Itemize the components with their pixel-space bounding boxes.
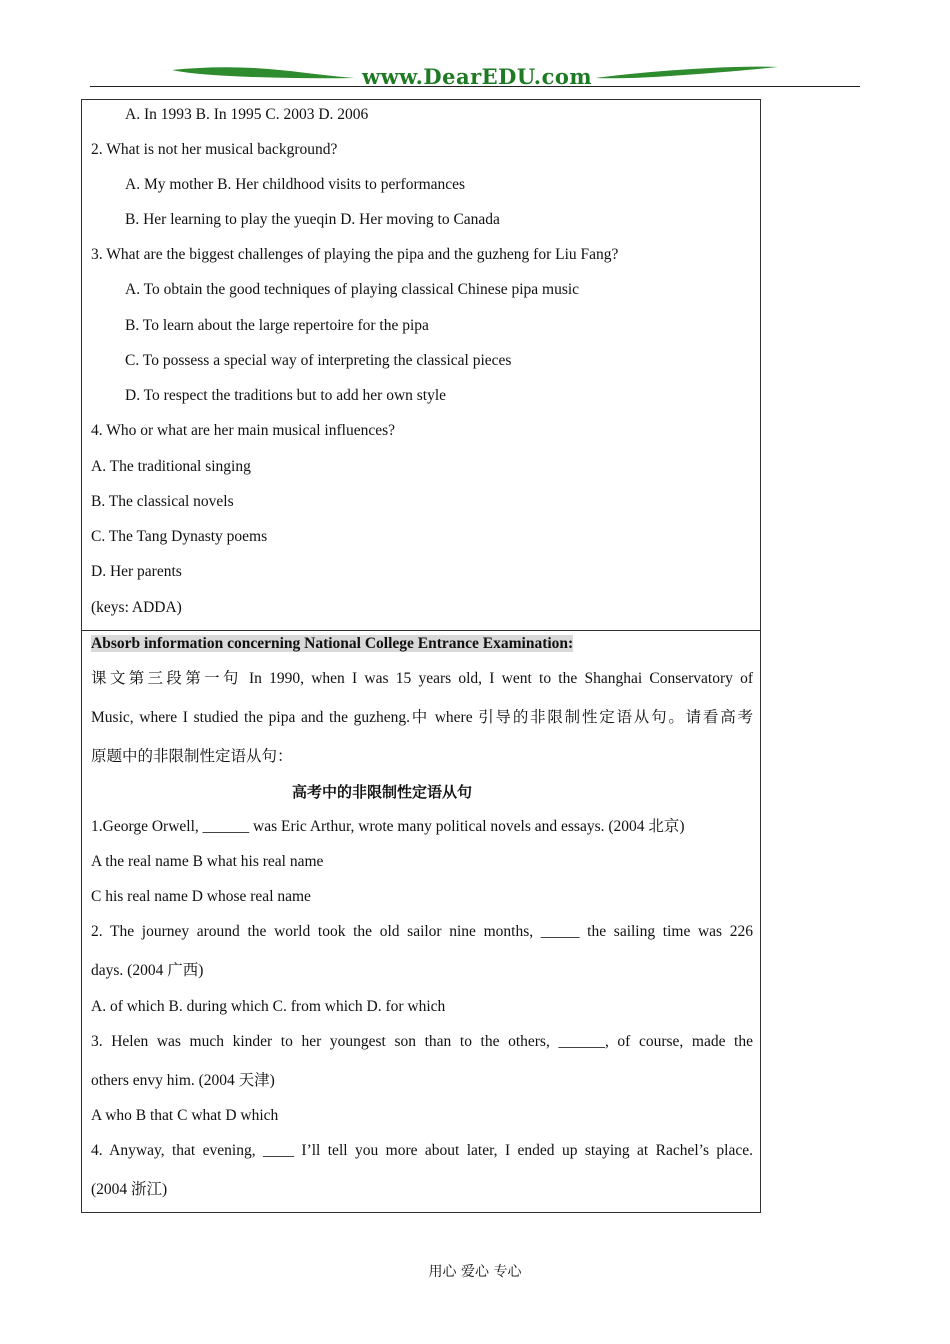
q3-option-d: D. To respect the traditions but to add her own style xyxy=(125,387,447,404)
q4-option-a: A. The traditional singing xyxy=(91,458,251,475)
example-3-options: A who B that C what D which xyxy=(91,1107,279,1124)
example-3-line-2: others envy him. (2004 天津) xyxy=(91,1072,275,1089)
example-4-line-2: (2004 浙江) xyxy=(91,1181,168,1198)
q3-option-a: A. To obtain the good techniques of playing classical Chinese pipa music xyxy=(125,281,580,298)
answer-keys: (keys: ADDA) xyxy=(91,599,182,616)
question-2: 2. What is not her musical background? xyxy=(91,141,338,158)
exam-info-box xyxy=(81,630,761,1213)
site-logo[interactable]: www.DearEDU.com xyxy=(358,64,596,89)
page-header xyxy=(90,62,860,92)
section-heading: Absorb information concerning National College Entrance Examination: xyxy=(91,635,574,652)
example-2-options: A. of which B. during which C. from which D. for which xyxy=(91,998,446,1015)
example-4-line-1: 4. Anyway, that evening, ____ I’ll tell you more about later, I ended up staying at Rachel’s place. xyxy=(91,1142,753,1159)
intro-line-1: 课文第三段第一句 In 1990, when I was 15 years old, I went to the Shanghai Conservatory of xyxy=(91,670,753,687)
example-1-options-ab: A the real name B what his real name xyxy=(91,853,324,870)
q4-option-d: D. Her parents xyxy=(91,563,182,580)
example-1-options-cd: C his real name D whose real name xyxy=(91,888,311,905)
intro-line-3: 原题中的非限制性定语从句： xyxy=(91,748,293,765)
header-rule xyxy=(90,86,860,87)
section-title: 高考中的非限制性定语从句 xyxy=(292,783,473,801)
q2-options-1: A. My mother B. Her childhood visits to performances xyxy=(125,176,466,193)
q4-option-b: B. The classical novels xyxy=(91,493,234,510)
example-1: 1.George Orwell, ______ was Eric Arthur, wrote many political novels and essays. (2004 北京) xyxy=(91,818,685,835)
q1-options: A. In 1993 B. In 1995 C. 2003 D. 2006 xyxy=(125,106,369,123)
page-footer: 用心 爱心 专心 xyxy=(428,1264,522,1280)
example-3-line-1: 3. Helen was much kinder to her youngest son than to the others, ______, of course, made the xyxy=(91,1033,753,1050)
example-2-line-2: days. (2004 广西) xyxy=(91,962,204,979)
q4-option-c: C. The Tang Dynasty poems xyxy=(91,528,268,545)
intro-line-2: Music, where I studied the pipa and the guzheng.中 where 引导的非限制性定语从句。请看高考 xyxy=(91,709,753,726)
question-4: 4. Who or what are her main musical influences? xyxy=(91,422,396,439)
example-2-line-1: 2. The journey around the world took the old sailor nine months, _____ the sailing time was 226 xyxy=(91,923,753,940)
question-3: 3. What are the biggest challenges of playing the pipa and the guzheng for Liu Fang? xyxy=(91,246,619,263)
q3-option-c: C. To possess a special way of interpreting the classical pieces xyxy=(125,352,512,369)
q3-option-b: B. To learn about the large repertoire for the pipa xyxy=(125,317,429,334)
q2-options-2: B. Her learning to play the yueqin D. Her moving to Canada xyxy=(125,211,500,228)
questions-box xyxy=(81,99,761,631)
